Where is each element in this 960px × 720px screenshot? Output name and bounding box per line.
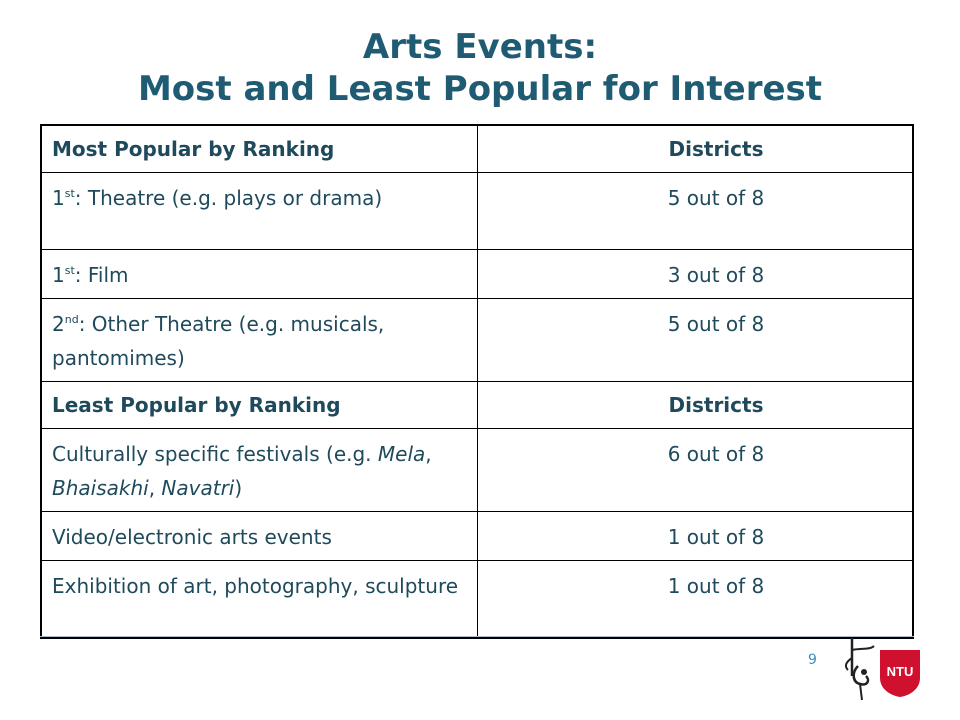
ranking-cell bbox=[41, 250, 478, 299]
most-popular-header-row bbox=[41, 125, 913, 173]
ntu-logo-text: NTU bbox=[886, 664, 914, 679]
table-row bbox=[41, 299, 913, 382]
table-row bbox=[41, 250, 913, 299]
districts-cell: 5 out of 8 bbox=[478, 173, 914, 250]
event-cell: Exhibition of art, photography, sculpture bbox=[41, 561, 478, 639]
districts-cell: 1 out of 8 bbox=[478, 512, 914, 561]
rank-suffix: st bbox=[64, 187, 75, 200]
example-mela: Mela bbox=[377, 442, 426, 466]
rank-number: 1 bbox=[52, 263, 65, 287]
slide-title bbox=[0, 26, 960, 110]
ranking-cell bbox=[41, 299, 478, 382]
example-bhaisakhi: Bhaisakhi bbox=[52, 476, 149, 500]
dancer-logo-icon bbox=[840, 636, 880, 702]
most-popular-header: Most Popular by Ranking bbox=[41, 125, 478, 173]
event-label: : Theatre (e.g. plays or drama) bbox=[74, 186, 383, 210]
districts-header: Districts bbox=[478, 125, 914, 173]
event-cell bbox=[41, 429, 478, 512]
slide-title-line-1: Arts Events: bbox=[362, 27, 598, 67]
event-label: Culturally specific festivals (e.g. bbox=[52, 442, 378, 466]
event-label: : Film bbox=[74, 263, 129, 287]
least-popular-header-row bbox=[41, 382, 913, 429]
rank-suffix: st bbox=[64, 264, 75, 277]
districts-cell: 1 out of 8 bbox=[478, 561, 914, 639]
districts-header: Districts bbox=[478, 382, 914, 429]
arts-events-table bbox=[40, 124, 914, 639]
separator: , bbox=[425, 442, 432, 466]
rank-number: 2 bbox=[52, 312, 65, 336]
ranking-cell bbox=[41, 173, 478, 250]
event-label: : Other Theatre (e.g. musicals, pantomimes) bbox=[52, 312, 385, 370]
closing-paren: ) bbox=[234, 476, 243, 500]
table-row bbox=[41, 429, 913, 512]
table-row bbox=[41, 561, 913, 639]
separator: , bbox=[148, 476, 162, 500]
ntu-logo bbox=[878, 648, 922, 698]
districts-cell: 3 out of 8 bbox=[478, 250, 914, 299]
districts-cell: 5 out of 8 bbox=[478, 299, 914, 382]
rank-suffix: nd bbox=[64, 313, 79, 326]
least-popular-header: Least Popular by Ranking bbox=[41, 382, 478, 429]
rank-number: 1 bbox=[52, 186, 65, 210]
table-row bbox=[41, 173, 913, 250]
slide-title-line-2: Most and Least Popular for Interest bbox=[137, 69, 823, 109]
footer-divider bbox=[40, 636, 914, 637]
table-row bbox=[41, 512, 913, 561]
districts-cell: 6 out of 8 bbox=[478, 429, 914, 512]
event-cell: Video/electronic arts events bbox=[41, 512, 478, 561]
example-navatri: Navatri bbox=[161, 476, 235, 500]
page-number: 9 bbox=[808, 652, 817, 668]
